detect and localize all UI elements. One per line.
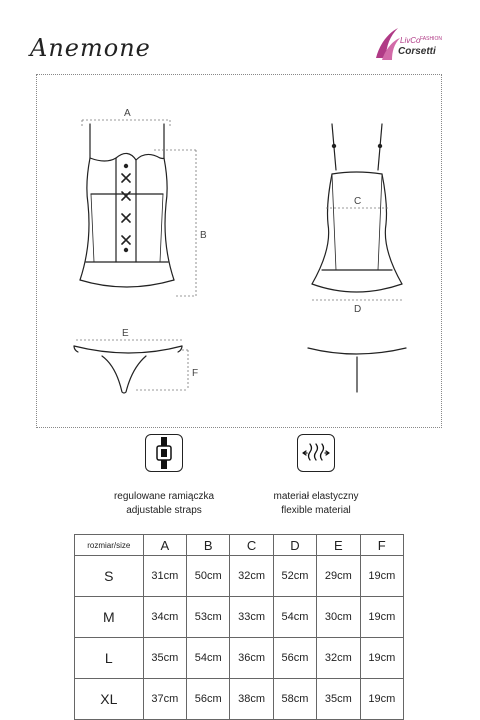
feature-flexible-material-en: flexible material (281, 505, 351, 516)
table-cell: 29cm (317, 556, 360, 597)
feature-flexible-material (246, 434, 386, 518)
column-header-e: E (317, 535, 360, 556)
size-cell: L (75, 638, 144, 679)
size-cell: S (75, 556, 144, 597)
table-cell: 32cm (317, 638, 360, 679)
product-title: Anemone (30, 34, 151, 62)
size-table-header (75, 535, 404, 556)
measure-label-b: B (200, 230, 207, 241)
table-cell: 19cm (360, 638, 403, 679)
table-cell: 53cm (187, 597, 230, 638)
column-header-a: A (143, 535, 186, 556)
table-row (75, 679, 404, 720)
feature-flexible-material-pl: materiał elastyczny (273, 491, 359, 502)
measure-label-d: D (354, 304, 362, 315)
table-row (75, 638, 404, 679)
brand-logo (372, 24, 454, 68)
table-cell: 50cm (187, 556, 230, 597)
measurement-guides (76, 120, 402, 390)
front-chemise-drawing (80, 124, 174, 287)
column-header-c: C (230, 535, 273, 556)
adjustable-strap-icon (145, 434, 183, 472)
size-cell: XL (75, 679, 144, 720)
measure-label-c: C (354, 196, 362, 207)
garment-diagram (36, 74, 440, 426)
column-header-b: B (187, 535, 230, 556)
brand-tagline: FASHION (420, 36, 442, 42)
size-table (74, 534, 404, 720)
feature-adjustable-straps (94, 434, 234, 518)
elastic-material-icon (297, 434, 335, 472)
brand-swoosh-icon (372, 24, 402, 64)
brand-name-top: LivCo (400, 36, 421, 45)
column-header-f: F (360, 535, 403, 556)
table-cell: 52cm (273, 556, 316, 597)
feature-adjustable-straps-en: adjustable straps (126, 505, 202, 516)
table-cell: 58cm (273, 679, 316, 720)
table-cell: 35cm (317, 679, 360, 720)
table-cell: 37cm (143, 679, 186, 720)
table-cell: 19cm (360, 679, 403, 720)
table-cell: 34cm (143, 597, 186, 638)
table-row (75, 597, 404, 638)
table-cell: 56cm (187, 679, 230, 720)
table-cell: 30cm (317, 597, 360, 638)
table-cell: 19cm (360, 597, 403, 638)
size-cell: M (75, 597, 144, 638)
table-cell: 35cm (143, 638, 186, 679)
table-cell: 54cm (273, 597, 316, 638)
table-cell: 56cm (273, 638, 316, 679)
back-chemise-drawing (312, 124, 402, 292)
table-cell: 54cm (187, 638, 230, 679)
front-thong-drawing (74, 346, 182, 393)
feature-adjustable-straps-pl: regulowane ramiączka (113, 491, 215, 502)
table-row (75, 556, 404, 597)
size-table-corner: rozmiar/size (75, 535, 144, 556)
brand-name-bottom: Corsetti (398, 46, 436, 57)
table-cell: 36cm (230, 638, 273, 679)
table-cell: 19cm (360, 556, 403, 597)
table-cell: 31cm (143, 556, 186, 597)
column-header-d: D (273, 535, 316, 556)
table-cell: 33cm (230, 597, 273, 638)
back-thong-drawing (308, 348, 406, 392)
measure-label-a: A (124, 108, 131, 119)
table-cell: 32cm (230, 556, 273, 597)
measure-label-e: E (122, 328, 129, 339)
table-cell: 38cm (230, 679, 273, 720)
measure-label-f: F (192, 368, 199, 379)
